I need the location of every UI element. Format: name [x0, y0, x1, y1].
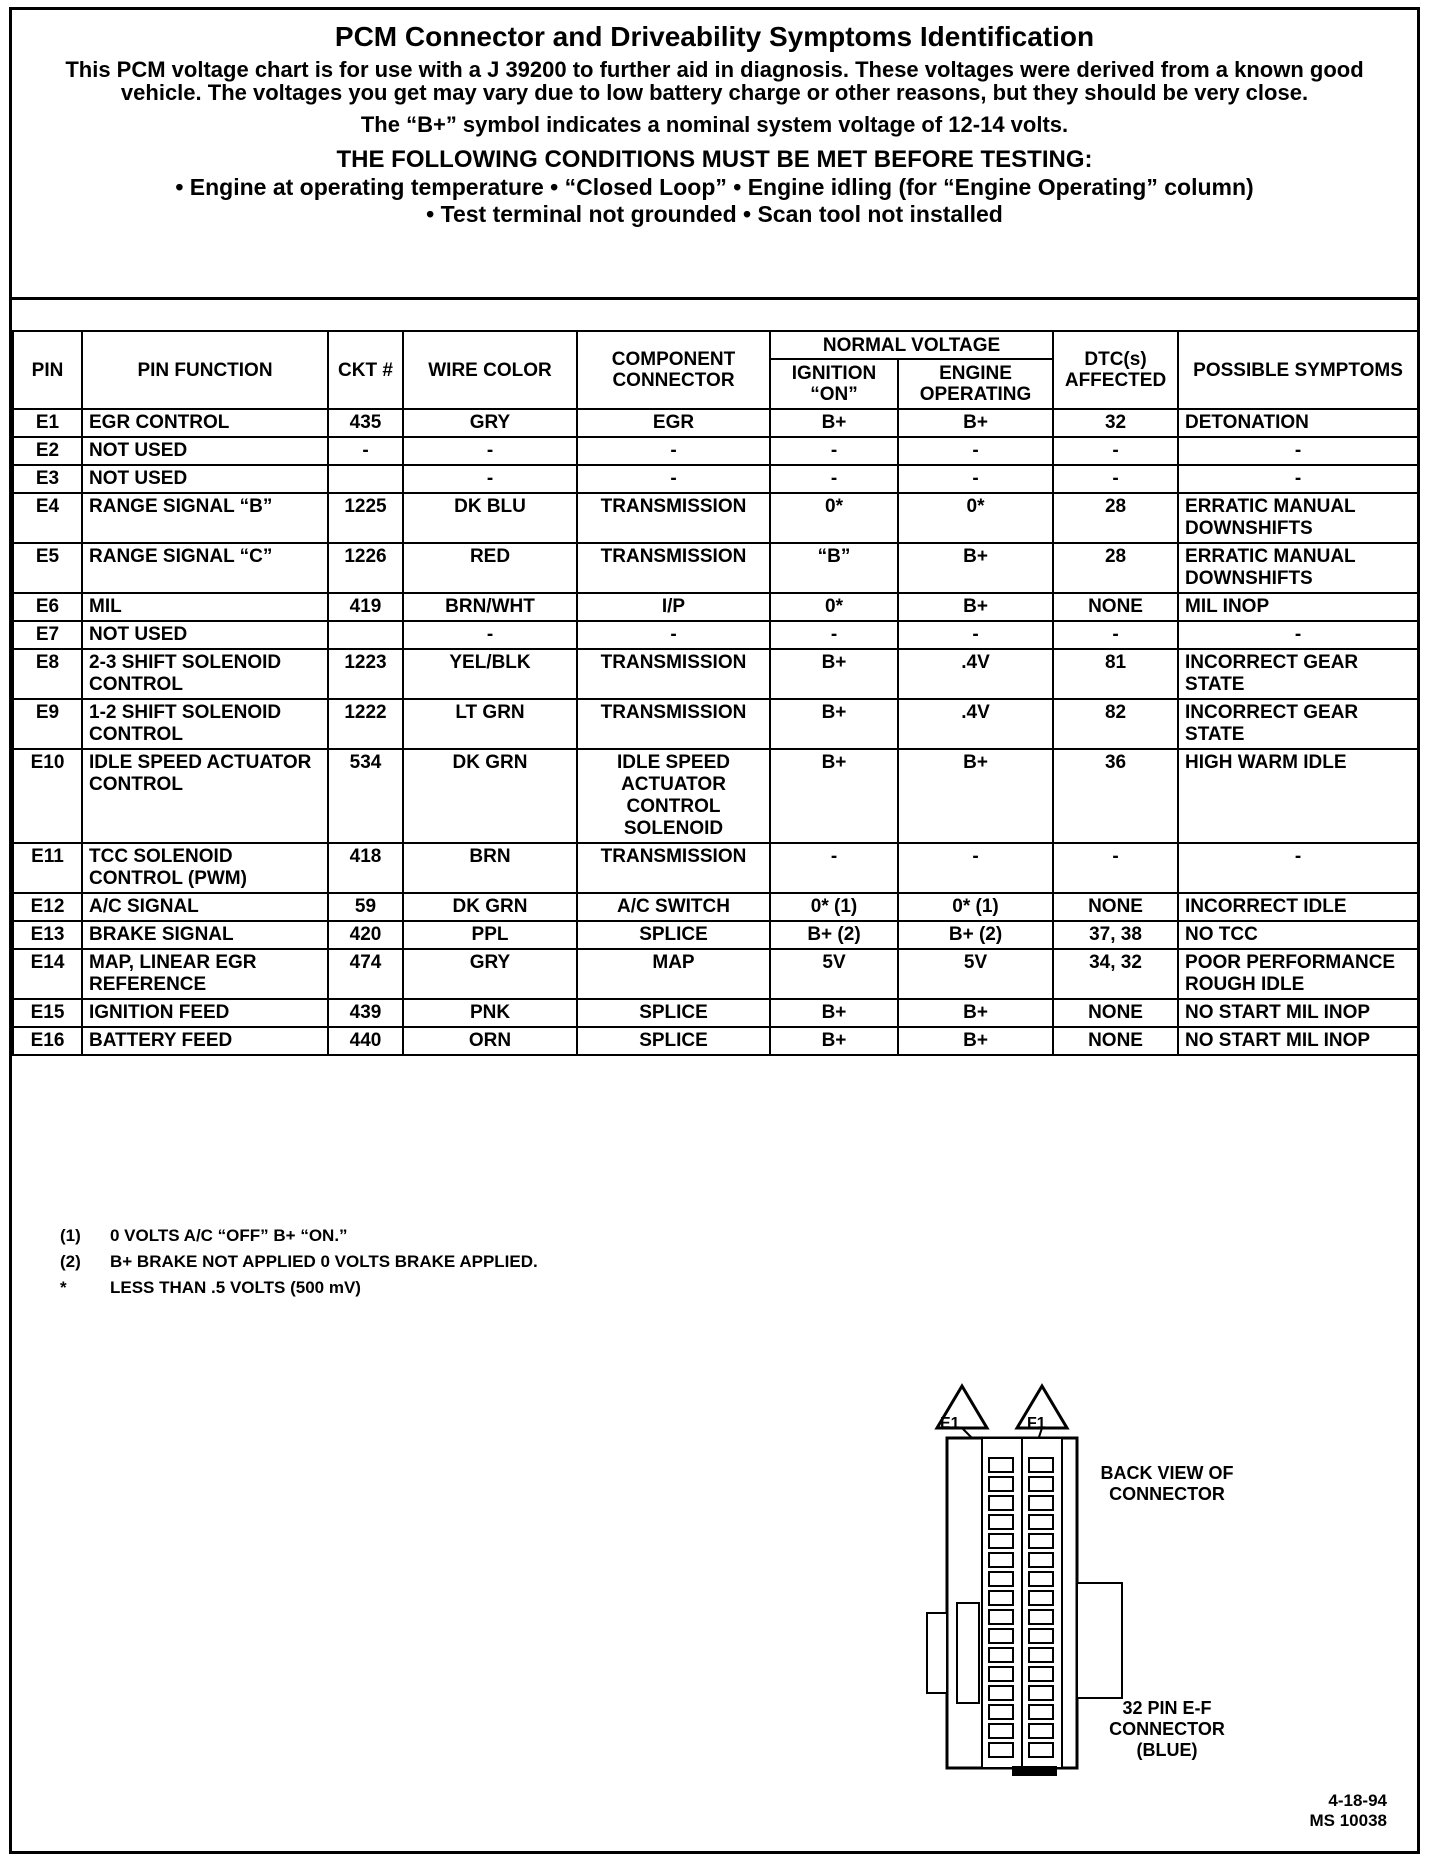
pin-cavity — [1029, 1572, 1053, 1586]
wire-color-cell: BRN — [403, 843, 577, 893]
engine-voltage-cell: - — [898, 437, 1053, 465]
engine-voltage-cell: - — [898, 465, 1053, 493]
pin-function-cell: A/C SIGNAL — [82, 893, 328, 921]
footnote-1 — [60, 1225, 610, 1247]
pin-cavity — [989, 1458, 1013, 1472]
ckt-cell: 420 — [328, 921, 403, 949]
conditions-line-2: • Test terminal not grounded • Scan tool not installed — [426, 201, 1003, 227]
wire-color-cell: BRN/WHT — [403, 593, 577, 621]
ckt-cell: 440 — [328, 1027, 403, 1055]
component-cell: MAP — [577, 949, 770, 999]
symptom-cell: INCORRECT IDLE — [1178, 893, 1418, 921]
back-view-label: BACK VIEW OF CONNECTOR — [1100, 1463, 1234, 1504]
table-row — [13, 999, 1418, 1027]
ignition-voltage-cell: 0* — [770, 493, 898, 543]
component-cell: EGR — [577, 409, 770, 437]
pcm-voltage-table — [12, 330, 1419, 1056]
pin-cavity — [989, 1743, 1013, 1757]
wire-color-cell: PPL — [403, 921, 577, 949]
pin-cavity — [989, 1572, 1013, 1586]
pin-cavity — [989, 1724, 1013, 1738]
pin-cavity — [1029, 1686, 1053, 1700]
footnote-3 — [60, 1277, 610, 1299]
connector-side-tab — [927, 1613, 947, 1693]
engine-voltage-cell: B+ — [898, 749, 1053, 843]
table-row — [13, 649, 1418, 699]
pin-cavity — [989, 1705, 1013, 1719]
header-component-connector: COMPONENT CONNECTOR — [577, 331, 770, 409]
table-row — [13, 749, 1418, 843]
pin-cavity — [1029, 1458, 1053, 1472]
wire-color-cell: - — [403, 437, 577, 465]
pin-function-cell: MIL — [82, 593, 328, 621]
table-row — [13, 1027, 1418, 1055]
header-section — [12, 10, 1417, 297]
table-row — [13, 593, 1418, 621]
component-cell: TRANSMISSION — [577, 699, 770, 749]
ignition-voltage-cell: “B” — [770, 543, 898, 593]
pin-cell: E4 — [13, 493, 82, 543]
pin-cavity — [989, 1667, 1013, 1681]
header-pin-function: PIN FUNCTION — [82, 331, 328, 409]
ignition-voltage-cell: - — [770, 465, 898, 493]
pin-cell: E6 — [13, 593, 82, 621]
pin-function-cell: BATTERY FEED — [82, 1027, 328, 1055]
pin-cavity — [1029, 1610, 1053, 1624]
ckt-cell: 419 — [328, 593, 403, 621]
engine-voltage-cell: B+ — [898, 999, 1053, 1027]
component-cell: TRANSMISSION — [577, 493, 770, 543]
pin-cavity — [989, 1477, 1013, 1491]
dtc-cell: NONE — [1053, 893, 1178, 921]
engine-voltage-cell: B+ — [898, 543, 1053, 593]
pin-e1-label: E1 — [940, 1415, 960, 1432]
pin-cell: E11 — [13, 843, 82, 893]
footnote-marker: (1) — [60, 1226, 81, 1245]
ignition-voltage-cell: - — [770, 843, 898, 893]
ckt-cell: 435 — [328, 409, 403, 437]
ignition-voltage-cell: - — [770, 621, 898, 649]
footnote-text: LESS THAN .5 VOLTS (500 mV) — [110, 1278, 361, 1297]
ignition-voltage-cell: B+ — [770, 409, 898, 437]
dtc-cell: NONE — [1053, 999, 1178, 1027]
dtc-cell: 32 — [1053, 409, 1178, 437]
pin-cell: E9 — [13, 699, 82, 749]
component-cell: - — [577, 437, 770, 465]
header-wire-color: WIRE COLOR — [403, 331, 577, 409]
footnote-2 — [60, 1251, 610, 1273]
ckt-cell: 418 — [328, 843, 403, 893]
pin-cavity — [1029, 1515, 1053, 1529]
header-normal-voltage: NORMAL VOLTAGE — [770, 331, 1053, 359]
header-divider — [12, 297, 1417, 300]
ignition-voltage-cell: B+ — [770, 999, 898, 1027]
ignition-voltage-cell: 0* — [770, 593, 898, 621]
date-code — [1310, 1791, 1388, 1831]
wire-color-cell: - — [403, 621, 577, 649]
component-cell: SPLICE — [577, 1027, 770, 1055]
connector-foot — [1012, 1766, 1057, 1776]
pin-cell: E7 — [13, 621, 82, 649]
symptom-cell: - — [1178, 437, 1418, 465]
ckt-cell — [328, 621, 403, 649]
symptom-cell: NO START MIL INOP — [1178, 1027, 1418, 1055]
footnote-marker: * — [60, 1278, 67, 1297]
bplus-note: The “B+” symbol indicates a nominal system voltage of 12-14 volts. — [360, 112, 1069, 137]
dtc-cell: - — [1053, 465, 1178, 493]
pin-function-cell: NOT USED — [82, 437, 328, 465]
pin-function-cell: EGR CONTROL — [82, 409, 328, 437]
symptom-cell: POOR PERFORMANCE ROUGH IDLE — [1178, 949, 1418, 999]
table-row — [13, 493, 1418, 543]
footnote-text: 0 VOLTS A/C “OFF” B+ “ON.” — [110, 1226, 348, 1245]
dtc-cell: - — [1053, 621, 1178, 649]
pin-cavity — [989, 1515, 1013, 1529]
ckt-cell: 1222 — [328, 699, 403, 749]
footnote-text: B+ BRAKE NOT APPLIED 0 VOLTS BRAKE APPLIED. — [110, 1252, 538, 1271]
pin-cavity — [1029, 1496, 1053, 1510]
ignition-voltage-cell: B+ — [770, 649, 898, 699]
pin-cavity — [989, 1534, 1013, 1548]
symptom-cell: NO START MIL INOP — [1178, 999, 1418, 1027]
pin-cell: E2 — [13, 437, 82, 465]
wire-color-cell: DK BLU — [403, 493, 577, 543]
pin-function-cell: IGNITION FEED — [82, 999, 328, 1027]
pin-cell: E12 — [13, 893, 82, 921]
pin-function-cell: NOT USED — [82, 465, 328, 493]
symptom-cell: INCORRECT GEAR STATE — [1178, 649, 1418, 699]
pin-cavity — [1029, 1591, 1053, 1605]
connector-right-housing — [1077, 1583, 1122, 1698]
header-pin: PIN — [13, 331, 82, 409]
conditions-title: THE FOLLOWING CONDITIONS MUST BE MET BEFORE TESTING: — [336, 146, 1093, 173]
header-dtc-affected: DTC(s) AFFECTED — [1053, 331, 1178, 409]
ignition-voltage-cell: B+ — [770, 1027, 898, 1055]
footnotes — [60, 1225, 610, 1303]
document-frame — [9, 7, 1420, 1854]
ignition-voltage-cell: 0* (1) — [770, 893, 898, 921]
dtc-cell: NONE — [1053, 593, 1178, 621]
table-row — [13, 465, 1418, 493]
pin-cell: E10 — [13, 749, 82, 843]
engine-voltage-cell: B+ — [898, 409, 1053, 437]
symptom-cell: NO TCC — [1178, 921, 1418, 949]
pin-function-cell: 2-3 SHIFT SOLENOID CONTROL — [82, 649, 328, 699]
table-body — [13, 409, 1418, 1055]
table-row — [13, 437, 1418, 465]
ignition-voltage-cell: B+ — [770, 699, 898, 749]
wire-color-cell: LT GRN — [403, 699, 577, 749]
dtc-cell: 34, 32 — [1053, 949, 1178, 999]
symptom-cell: ERRATIC MANUAL DOWNSHIFTS — [1178, 493, 1418, 543]
table-row — [13, 921, 1418, 949]
ignition-voltage-cell: B+ — [770, 749, 898, 843]
dtc-cell: NONE — [1053, 1027, 1178, 1055]
pin-cavity — [1029, 1629, 1053, 1643]
ckt-cell: 474 — [328, 949, 403, 999]
pin-cavity — [989, 1496, 1013, 1510]
footer-date: 4-18-94 — [1328, 1791, 1387, 1810]
pin-cell: E8 — [13, 649, 82, 699]
component-cell: TRANSMISSION — [577, 543, 770, 593]
footer-code: MS 10038 — [1309, 1811, 1387, 1830]
dtc-cell: 82 — [1053, 699, 1178, 749]
table-row — [13, 843, 1418, 893]
symptom-cell: HIGH WARM IDLE — [1178, 749, 1418, 843]
engine-voltage-cell: B+ — [898, 593, 1053, 621]
table-row — [13, 621, 1418, 649]
header-ignition-on: IGNITION “ON” — [770, 359, 898, 409]
pin-cavity — [989, 1648, 1013, 1662]
pin-cell: E5 — [13, 543, 82, 593]
pin-cavity — [989, 1629, 1013, 1643]
pin-function-cell: TCC SOLENOID CONTROL (PWM) — [82, 843, 328, 893]
pin-cavity — [1029, 1724, 1053, 1738]
table-row — [13, 409, 1418, 437]
ckt-cell: - — [328, 437, 403, 465]
engine-voltage-cell: 0* — [898, 493, 1053, 543]
symptom-cell: ERRATIC MANUAL DOWNSHIFTS — [1178, 543, 1418, 593]
ignition-voltage-cell: B+ (2) — [770, 921, 898, 949]
symptom-cell: - — [1178, 465, 1418, 493]
ckt-cell: 1223 — [328, 649, 403, 699]
table-row — [13, 949, 1418, 999]
component-cell: SPLICE — [577, 921, 770, 949]
pin-function-cell: RANGE SIGNAL “C” — [82, 543, 328, 593]
footnote-marker: (2) — [60, 1252, 81, 1271]
wire-color-cell: ORN — [403, 1027, 577, 1055]
conditions-line-1: • Engine at operating temperature • “Closed Loop” • Engine idling (for “Engine Operating” column) — [175, 174, 1254, 200]
pin-cavity — [1029, 1477, 1053, 1491]
dtc-cell: - — [1053, 437, 1178, 465]
pin-cavity — [989, 1686, 1013, 1700]
component-cell: - — [577, 621, 770, 649]
wire-color-cell: RED — [403, 543, 577, 593]
pin-cavity — [989, 1553, 1013, 1567]
dtc-cell: 28 — [1053, 493, 1178, 543]
pin-function-cell: IDLE SPEED ACTUATOR CONTROL — [82, 749, 328, 843]
header-possible-symptoms: POSSIBLE SYMPTOMS — [1178, 331, 1418, 409]
pin-cavity — [1029, 1667, 1053, 1681]
dtc-cell: 28 — [1053, 543, 1178, 593]
pin-cell: E14 — [13, 949, 82, 999]
symptom-cell: - — [1178, 843, 1418, 893]
pin-cavity — [1029, 1648, 1053, 1662]
symptom-cell: - — [1178, 621, 1418, 649]
table-row — [13, 893, 1418, 921]
engine-voltage-cell: .4V — [898, 699, 1053, 749]
connector-type-label: 32 PIN E-F CONNECTOR (BLUE) — [1109, 1698, 1225, 1760]
pin-f1-label: F1 — [1027, 1415, 1046, 1432]
engine-voltage-cell: 0* (1) — [898, 893, 1053, 921]
connector-latch — [957, 1603, 979, 1703]
ckt-cell — [328, 465, 403, 493]
dtc-cell: 81 — [1053, 649, 1178, 699]
pin-cavity — [989, 1610, 1013, 1624]
component-cell: IDLE SPEED ACTUATOR CONTROL SOLENOID — [577, 749, 770, 843]
dtc-cell: 37, 38 — [1053, 921, 1178, 949]
component-cell: TRANSMISSION — [577, 843, 770, 893]
wire-color-cell: GRY — [403, 409, 577, 437]
dtc-cell: 36 — [1053, 749, 1178, 843]
component-cell: - — [577, 465, 770, 493]
header-engine-operating: ENGINE OPERATING — [898, 359, 1053, 409]
wire-color-cell: DK GRN — [403, 893, 577, 921]
engine-voltage-cell: B+ (2) — [898, 921, 1053, 949]
symptom-cell: MIL INOP — [1178, 593, 1418, 621]
pin-cavity — [1029, 1534, 1053, 1548]
table-row — [13, 543, 1418, 593]
ignition-voltage-cell: - — [770, 437, 898, 465]
pin-cavity — [1029, 1705, 1053, 1719]
pin-function-cell: NOT USED — [82, 621, 328, 649]
engine-voltage-cell: 5V — [898, 949, 1053, 999]
header-ckt: CKT # — [328, 331, 403, 409]
wire-color-cell: YEL/BLK — [403, 649, 577, 699]
table-header-row-1 — [13, 331, 1418, 359]
ignition-voltage-cell: 5V — [770, 949, 898, 999]
ckt-cell: 1225 — [328, 493, 403, 543]
pin-cell: E3 — [13, 465, 82, 493]
intro-paragraph: This PCM voltage chart is for use with a J 39200 to further aid in diagnosis. These voltages were derived from a known good vehicle. The voltages you get may vary due to low battery charge or other reasons, but they should be very close. — [65, 57, 1364, 105]
symptom-cell: DETONATION — [1178, 409, 1418, 437]
engine-voltage-cell: B+ — [898, 1027, 1053, 1055]
pin-function-cell: RANGE SIGNAL “B” — [82, 493, 328, 543]
pin-function-cell: BRAKE SIGNAL — [82, 921, 328, 949]
engine-voltage-cell: - — [898, 843, 1053, 893]
table-row — [13, 699, 1418, 749]
pin-cavity — [989, 1591, 1013, 1605]
ckt-cell: 1226 — [328, 543, 403, 593]
pin-function-cell: 1-2 SHIFT SOLENOID CONTROL — [82, 699, 328, 749]
engine-voltage-cell: - — [898, 621, 1053, 649]
pin-cell: E1 — [13, 409, 82, 437]
pin-cavity — [1029, 1553, 1053, 1567]
ckt-cell: 59 — [328, 893, 403, 921]
wire-color-cell: PNK — [403, 999, 577, 1027]
wire-color-cell: DK GRN — [403, 749, 577, 843]
pin-cell: E16 — [13, 1027, 82, 1055]
pin-function-cell: MAP, LINEAR EGR REFERENCE — [82, 949, 328, 999]
wire-color-cell: - — [403, 465, 577, 493]
symptom-cell: INCORRECT GEAR STATE — [1178, 699, 1418, 749]
component-cell: I/P — [577, 593, 770, 621]
ckt-cell: 534 — [328, 749, 403, 843]
wire-color-cell: GRY — [403, 949, 577, 999]
component-cell: A/C SWITCH — [577, 893, 770, 921]
ckt-cell: 439 — [328, 999, 403, 1027]
component-cell: SPLICE — [577, 999, 770, 1027]
page-title: PCM Connector and Driveability Symptoms Identification — [334, 21, 1095, 52]
dtc-cell: - — [1053, 843, 1178, 893]
connector-diagram — [917, 1378, 1237, 1783]
pin-cell: E15 — [13, 999, 82, 1027]
engine-voltage-cell: .4V — [898, 649, 1053, 699]
pin-cell: E13 — [13, 921, 82, 949]
component-cell: TRANSMISSION — [577, 649, 770, 699]
pin-cavity — [1029, 1743, 1053, 1757]
